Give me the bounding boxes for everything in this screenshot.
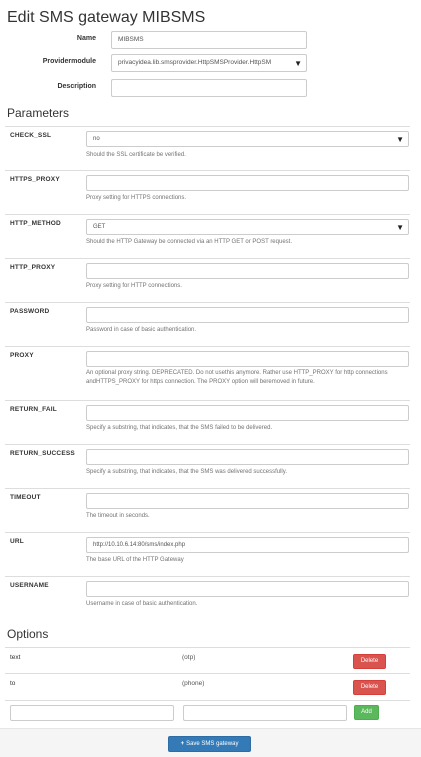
param-help: Proxy setting for HTTP connections.	[86, 283, 182, 289]
return-success-input[interactable]	[86, 449, 409, 465]
param-help: An optional proxy string. DEPRECATED. Do not usethis anymore. Rather use HTTP_PROXY for http connections andHTTPS_PROXY for https connection. The PROXY option will beremoved in future.	[86, 370, 388, 385]
password-input[interactable]	[86, 307, 409, 323]
param-help: Should the HTTP Gateway be connected via an HTTP GET or POST request.	[86, 239, 292, 245]
providermodule-select[interactable]	[111, 54, 307, 72]
caret-down-icon: ▼	[294, 59, 302, 68]
param-name: CHECK_SSL	[10, 132, 52, 139]
param-help: Should the SSL certificate be verified.	[86, 152, 186, 158]
name-label: Name	[76, 35, 96, 42]
param-row-http-proxy	[5, 258, 410, 302]
delete-button[interactable]: Delete	[353, 680, 386, 695]
option-key: text	[10, 654, 21, 661]
param-help: Specify a substring, that indicates, that the SMS failed to be delivered.	[86, 425, 273, 431]
caret-down-icon: ▼	[396, 135, 404, 144]
save-sms-gateway-button[interactable]	[168, 736, 251, 752]
param-row-password	[5, 302, 410, 346]
param-row-timeout	[5, 488, 410, 532]
caret-down-icon: ▼	[396, 223, 404, 232]
proxy-input[interactable]	[86, 351, 409, 367]
param-name: HTTP_METHOD	[10, 220, 61, 227]
param-help: Username in case of basic authentication.	[86, 601, 198, 607]
param-row-url	[5, 532, 410, 576]
param-help: Specify a substring, that indicates, that the SMS was delivered successfully.	[86, 469, 287, 475]
param-name: URL	[10, 538, 24, 545]
https-proxy-input[interactable]	[86, 175, 409, 191]
http-method-select[interactable]	[86, 219, 409, 235]
param-help: The timeout in seconds.	[86, 513, 150, 519]
param-name: PASSWORD	[10, 308, 50, 315]
param-name: RETURN_SUCCESS	[10, 450, 75, 457]
param-help: Proxy setting for HTTPS connections.	[86, 195, 187, 201]
param-name: HTTPS_PROXY	[10, 176, 60, 183]
param-row-return-fail	[5, 400, 410, 444]
param-name: RETURN_FAIL	[10, 406, 57, 413]
footer-bar	[0, 728, 421, 757]
option-row-text	[5, 647, 410, 673]
username-input[interactable]	[86, 581, 409, 597]
param-name: TIMEOUT	[10, 494, 41, 501]
option-key: to	[10, 680, 16, 687]
add-button[interactable]: Add	[354, 705, 379, 720]
name-row	[0, 31, 421, 51]
url-input[interactable]: http://10.10.6.14:80/sms/index.php	[86, 537, 409, 553]
name-input[interactable]: MIBSMS	[111, 31, 307, 49]
description-row	[0, 79, 421, 99]
http-proxy-input[interactable]	[86, 263, 409, 279]
option-row-to	[5, 673, 410, 699]
param-name: HTTP_PROXY	[10, 264, 56, 271]
new-option-key-input[interactable]	[10, 705, 174, 721]
delete-button[interactable]: Delete	[353, 654, 386, 669]
param-row-https-proxy	[5, 170, 410, 214]
check-ssl-select[interactable]	[86, 131, 409, 147]
return-fail-input[interactable]	[86, 405, 409, 421]
page-title: Edit SMS gateway MIBSMS	[7, 9, 206, 26]
options-heading: Options	[7, 627, 49, 641]
new-option-value-input[interactable]	[183, 705, 347, 721]
param-name: USERNAME	[10, 582, 49, 589]
providermodule-label: Providermodule	[42, 58, 96, 65]
plus-icon: +	[180, 741, 185, 747]
parameters-heading: Parameters	[7, 106, 70, 120]
providermodule-row	[0, 54, 421, 74]
save-label: Save SMS gateway	[186, 741, 239, 747]
param-row-proxy	[5, 346, 410, 400]
param-row-http-method	[5, 214, 410, 258]
providermodule-value: privacyidea.lib.smsprovider.HttpSMSProvider.HttpSM	[118, 59, 272, 66]
param-help: The base URL of the HTTP Gateway	[86, 557, 184, 563]
param-row-username	[5, 576, 410, 620]
param-row-check-ssl	[5, 126, 410, 170]
description-label: Description	[57, 83, 96, 90]
option-value: (phone)	[182, 680, 205, 687]
param-help: Password in case of basic authentication.	[86, 327, 197, 333]
param-row-return-success	[5, 444, 410, 488]
add-option-row	[5, 700, 410, 726]
http-method-value: GET	[93, 224, 106, 230]
param-name: PROXY	[10, 352, 34, 359]
option-value: (otp)	[182, 654, 196, 661]
timeout-input[interactable]	[86, 493, 409, 509]
description-input[interactable]	[111, 79, 307, 97]
check-ssl-value: no	[93, 136, 100, 142]
